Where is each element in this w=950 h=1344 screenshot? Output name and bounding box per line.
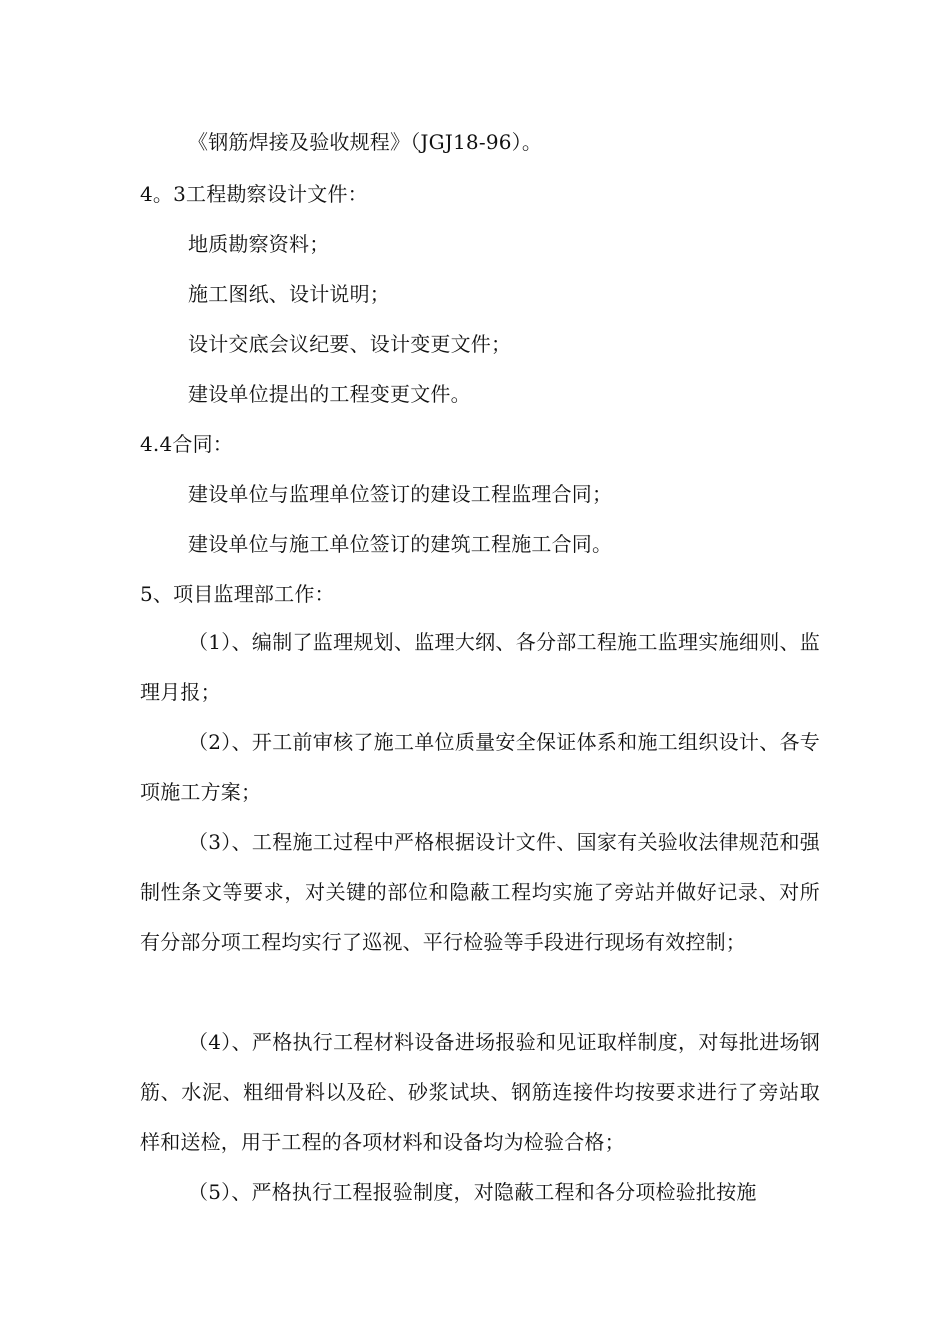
section-heading-4-3: 4。3工程勘察设计文件： [140,182,368,206]
work-item-3: （3）、工程施工过程中严格根据设计文件、国家有关验收法律规范和强制性条文等要求，对关键的部位和隐蔽工程均实施了旁站并做好记录、对所有分部分项工程均实行了巡视、平行检验等手段进行现场有效控制； [140,830,820,954]
work-item-2: （2）、开工前审核了施工单位质量安全保证体系和施工组织设计、各专项施工方案； [140,730,820,804]
list-item-supervision-contract: 建设单位与监理单位签订的建设工程监理合同； [188,482,613,506]
section-heading-5: 5、项目监理部工作： [140,582,335,606]
standard-reference-line: 《钢筋焊接及验收规程》（JGJ18-96）。 [188,130,543,154]
list-item-construction-contract: 建设单位与施工单位签订的建筑工程施工合同。 [188,532,613,556]
list-item-design-briefing: 设计交底会议纪要、设计变更文件； [188,332,512,356]
work-item-5: （5）、严格执行工程报验制度，对隐蔽工程和各分项检验批按施 [188,1180,757,1204]
work-item-1: （1）、编制了监理规划、监理大纲、各分部工程施工监理实施细则、监理月报； [140,630,820,704]
list-item-change-documents: 建设单位提出的工程变更文件。 [188,382,471,406]
list-item-drawings: 施工图纸、设计说明； [188,282,390,306]
section-heading-4-4: 4.4合同： [140,432,234,456]
work-item-4: （4）、严格执行工程材料设备进场报验和见证取样制度，对每批进场钢筋、水泥、粗细骨料以及砼、砂浆试块、钢筋连接件均按要求进行了旁站取样和送检，用于工程的各项材料和设备均为检验合格； [140,1030,820,1154]
list-item-geological-data: 地质勘察资料； [188,232,330,256]
